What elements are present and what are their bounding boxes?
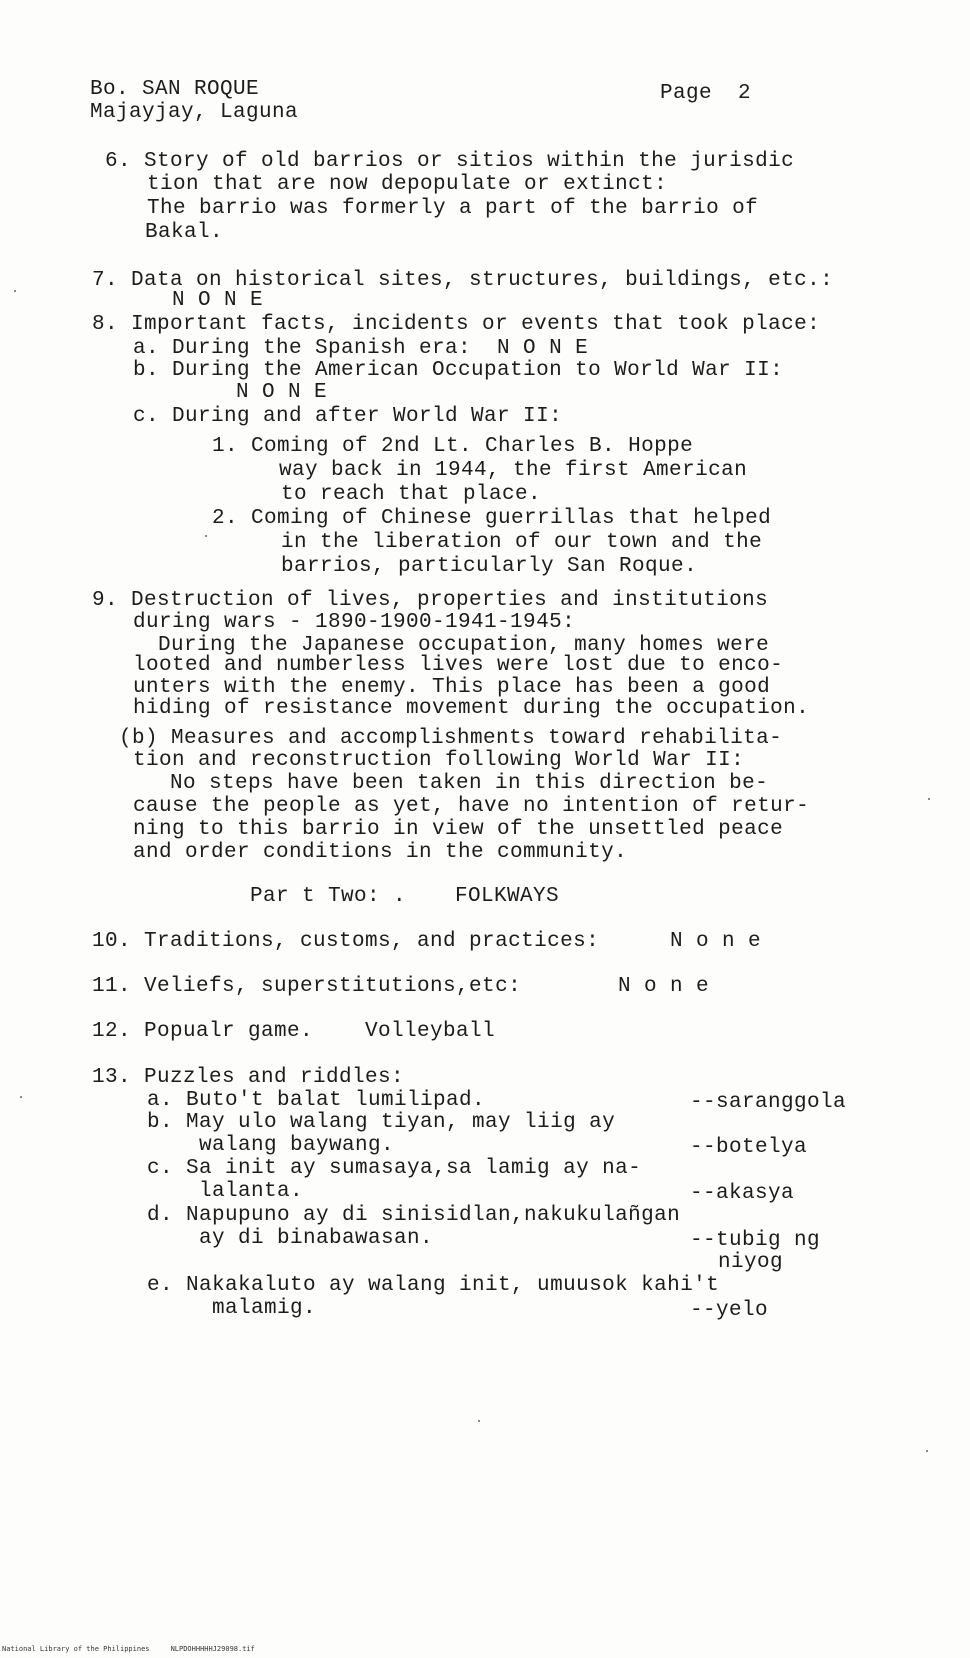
riddle-b-line-2: walang baywang. (199, 1134, 395, 1157)
item-6-line-4: Bakal. (145, 221, 224, 244)
riddle-b-line-1: b. May ulo walang tiyan, may liig ay (147, 1111, 616, 1134)
part-title: FOLKWAYS (455, 885, 560, 908)
item-8-line-2: a. During the Spanish era: N O N E (133, 337, 589, 360)
item-12-value: Volleyball (365, 1020, 496, 1043)
item-8-line-1: 8. Important facts, incidents or events that took place: (92, 313, 821, 336)
riddle-e-line-2: malamig. (212, 1297, 317, 1320)
item-10: 10. Traditions, customs, and practices: (92, 930, 600, 953)
item-8-line-10: barrios, particularly San Roque. (281, 555, 698, 578)
riddle-c-line-2: lalanta. (199, 1180, 304, 1203)
item-8-line-7: to reach that place. (281, 483, 542, 506)
item-8-line-4: c. During and after World War II: (133, 405, 563, 428)
item-9-line-4: looted and numberless lives were lost due to enco- (133, 654, 784, 677)
item-9-line-3: During the Japanese occupation, many homes were (158, 634, 770, 657)
riddle-d-answer-line-1: --tubig ng (690, 1229, 821, 1252)
item-11-value: N o n e (618, 975, 710, 998)
item-11: 11. Veliefs, superstitutions,etc: (92, 975, 522, 998)
item-9b-line-1: (b) Measures and accomplishments toward rehabilita- (119, 727, 783, 750)
riddle-c-line-1: c. Sa init ay sumasaya,sa lamig ay na- (147, 1157, 642, 1180)
riddle-a: a. Buto't balat lumilipad. (147, 1089, 486, 1112)
item-8-line-8: 2. Coming of Chinese guerrillas that helped (212, 507, 772, 530)
riddle-d-line-2: ay di binabawasan. (199, 1227, 434, 1250)
riddle-b-answer: --botelya (690, 1136, 808, 1159)
item-6-line-1: 6. Story of old barrios or sitios within the jurisdic (105, 150, 795, 173)
item-10-value: N o n e (670, 930, 762, 953)
item-12: 12. Popualr game. (92, 1020, 314, 1043)
scan-speck (478, 1420, 480, 1422)
riddle-c-answer: --akasya (690, 1182, 795, 1205)
item-9-line-6: hiding of resistance movement during the occupation. (133, 697, 810, 720)
item-8-line-9: in the liberation of our town and the (281, 531, 763, 554)
riddle-a-answer: --saranggola (690, 1091, 847, 1114)
item-7-value: N O N E (172, 289, 264, 312)
item-9b-line-3: No steps have been taken in this direction be- (170, 772, 769, 795)
item-6-line-2: tion that are now depopulate or extinct: (147, 173, 668, 196)
item-9b-line-5: ning to this barrio in view of the unsettled peace (133, 818, 784, 841)
part-label: Par t Two: . (250, 885, 407, 908)
item-9b-line-2: tion and reconstruction following World War II: (133, 749, 745, 772)
item-8-line-5: 1. Coming of 2nd Lt. Charles B. Hoppe (212, 435, 694, 458)
item-9-line-5: unters with the enemy. This place has been a good (133, 676, 771, 699)
item-8-line-6: way back in 1944, the first American (279, 459, 748, 482)
item-6-line-3: The barrio was formerly a part of the barrio of (147, 197, 759, 220)
item-8-value: N O N E (236, 381, 328, 404)
barrio-name: Bo. SAN ROQUE (90, 78, 260, 101)
scan-speck (928, 798, 930, 800)
item-9-line-1: 9. Destruction of lives, properties and institutions (92, 589, 769, 612)
scan-speck (20, 1096, 22, 1098)
scan-speck (14, 290, 16, 292)
town-name: Majayjay, Laguna (90, 101, 299, 124)
riddle-e-line-1: e. Nakakaluto ay walang init, umuusok kahi't (147, 1274, 720, 1297)
riddle-d-answer-line-2: niyog (718, 1251, 784, 1274)
riddle-d-line-1: d. Napupuno ay di sinisidlan,nakukulañgan (147, 1204, 681, 1227)
item-13: 13. Puzzles and riddles: (92, 1066, 405, 1089)
riddle-e-answer: --yelo (690, 1299, 769, 1322)
scan-speck (205, 535, 207, 537)
item-9b-line-6: and order conditions in the community. (133, 841, 628, 864)
page-number: Page 2 (660, 82, 752, 105)
item-8-line-3: b. During the American Occupation to World War II: (133, 359, 784, 382)
item-9-line-2: during wars - 1890-1900-1941-1945: (133, 611, 576, 634)
scan-speck (926, 1450, 928, 1452)
scan-footer: National Library of the Philippines NLPDOHHHHHJ29098.tif (2, 1645, 255, 1653)
item-9b-line-4: cause the people as yet, have no intention of retur- (133, 795, 810, 818)
item-7-line-1: 7. Data on historical sites, structures, buildings, etc.: (92, 269, 834, 292)
